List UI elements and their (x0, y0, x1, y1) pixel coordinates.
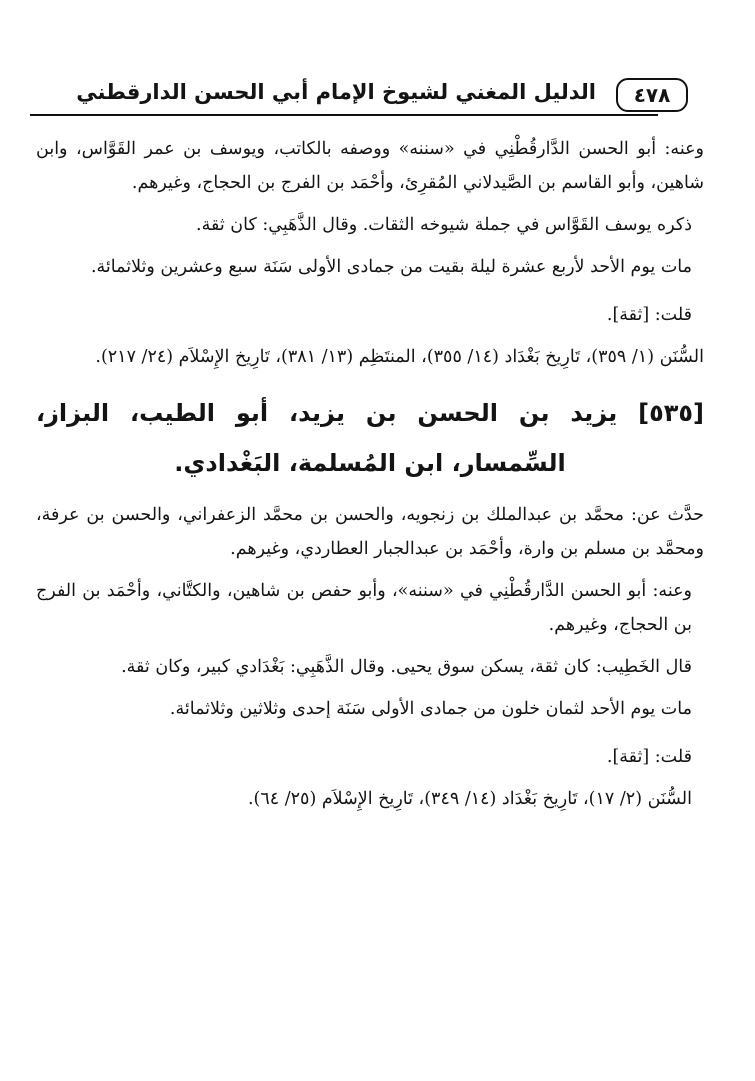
prev-entry-verdict: قلت: [ثقة]. (606, 305, 692, 325)
prev-entry-sources: السُّنَن (١/ ٣٥٩)، تَارِيخ بَغْدَاد (١٤/ ٣٥٥)، المنتَظِم (١٣/ ٣٨١)، تَارِيخ الإِسْلاَم (٢٤/ ٢١٧). (95, 347, 704, 367)
book-title: الدليل المغني لشيوخ الإمام أبي الحسن الدارقطني (76, 80, 596, 104)
prev-entry-students: وعنه: أبو الحسن الدَّارقُطْنِي في «سننه» ووصفه بالكاتب، ويوسف بن عمر القَوَّاس، وابن شاهين، وأبو القاسم بن الصَّيدلاني المُقرِئ، وأحْمَد بن الفرج بن الحجاج، وغيرهم. (36, 139, 704, 193)
entry-verdict: قلت: [ثقة]. (606, 747, 692, 767)
prev-entry-grading: ذكره يوسف القَوَّاس في جملة شيوخه الثقات. وقال الذَّهَبِي: كان ثقة. (196, 215, 692, 235)
entry-grading: قال الخَطِيب: كان ثقة، يسكن سوق يحيى. وقال الذَّهَبِي: بَغْدَادي كبير، وكان ثقة. (121, 657, 692, 677)
entry-teachers: حدَّث عن: محمَّد بن عبدالملك بن زنجويه، والحسن بن محمَّد الزعفراني، والحسن بن عرفة، ومحمَّد بن مسلم بن وارة، وأحْمَد بن عبدالجبار العطاردي، وغيرهم. (36, 505, 704, 559)
entry-students: وعنه: أبو الحسن الدَّارقُطْنِي في «سننه»، وأبو حفص بن شاهين، والكتَّاني، وأحْمَد بن الفرج بن الحجاج، وغيرهم. (36, 581, 692, 635)
entry-sources: السُّنَن (٢/ ١٧)، تَارِيخ بَغْدَاد (١٤/ ٣٤٩)، تَارِيخ الإِسْلاَم (٢٥/ ٦٤). (247, 789, 692, 809)
page-body (36, 132, 704, 824)
page-number: ٤٧٨ (616, 78, 688, 112)
prev-entry-death: مات يوم الأحد لأربع عشرة ليلة بقيت من جمادى الأولى سَنَة سبع وعشرين وثلاثمائة. (90, 257, 692, 277)
entry-death: مات يوم الأحد لثمان خلون من جمادى الأولى سَنَة إحدى وثلاثين وثلاثمائة. (169, 699, 692, 719)
header-divider (30, 114, 658, 116)
running-header (30, 74, 688, 120)
entry-heading: [٥٣٥] يزيد بن الحسن بن يزيد، أبو الطيب، البزاز، السِّمسار، ابن المُسلمة، البَغْدادي. (36, 399, 704, 477)
